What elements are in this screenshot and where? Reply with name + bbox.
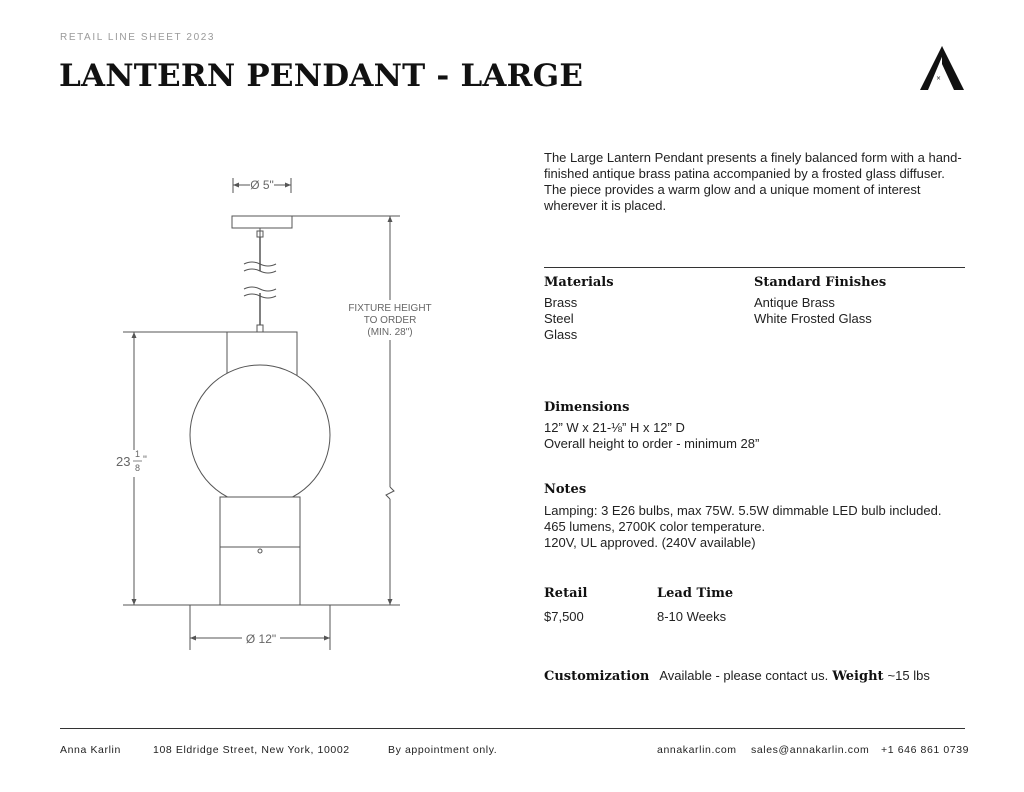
footer-email-link[interactable]: sales@annakarlin.com xyxy=(751,744,870,756)
materials-heading: Materials xyxy=(544,275,614,290)
fixture-height-note-line2: TO ORDER xyxy=(363,315,417,326)
finishes-heading: Standard Finishes xyxy=(754,275,887,290)
customization-row xyxy=(544,668,930,684)
fixture-height-note-line1: FIXTURE HEIGHT xyxy=(348,303,432,314)
customization-value: Available - please contact us. xyxy=(659,668,829,683)
dimensions-heading: Dimensions xyxy=(544,400,630,415)
notes-line: 465 lumens, 2700K color temperature. xyxy=(544,519,766,534)
height-dimension-whole: 23 xyxy=(116,454,131,469)
list-item: Glass xyxy=(544,327,578,342)
footer-appointment: By appointment only. xyxy=(388,744,498,756)
notes-heading: Notes xyxy=(544,482,587,497)
notes-line: Lamping: 3 E26 bulbs, max 75W. 5.5W dimmable LED bulb included. xyxy=(544,503,942,518)
technical-drawing xyxy=(100,165,440,665)
fixture-height-note-line3: (MIN. 28") xyxy=(367,327,413,338)
section-divider xyxy=(544,267,965,268)
height-dimension-numerator: 1 xyxy=(135,449,141,459)
height-dimension-denominator: 8 xyxy=(135,463,141,473)
list-item: Steel xyxy=(544,311,574,326)
dimensions-line: 12” W x 21-⅛” H x 12” D xyxy=(544,420,685,435)
retail-heading: Retail xyxy=(544,586,588,601)
footer-phone-link[interactable]: +1 646 861 0739 xyxy=(881,744,970,756)
materials-list xyxy=(544,295,577,343)
retail-price: $7,500 xyxy=(544,609,584,624)
weight-value: ~15 lbs xyxy=(887,668,930,683)
list-item: White Frosted Glass xyxy=(754,311,872,326)
footer-brand-name: Anna Karlin xyxy=(60,744,121,756)
list-item: Brass xyxy=(544,295,578,310)
weight-heading: Weight xyxy=(832,669,884,684)
page-title: LANTERN PENDANT - LARGE xyxy=(59,58,584,94)
lead-time-heading: Lead Time xyxy=(657,586,734,601)
footer-website-link[interactable]: annakarlin.com xyxy=(657,744,737,756)
finishes-list xyxy=(754,295,872,327)
canopy-dimension-label: Ø 5" xyxy=(250,178,274,192)
height-dimension-unit: " xyxy=(143,454,147,466)
notes-line: 120V, UL approved. (240V available) xyxy=(544,535,756,550)
product-description: The Large Lantern Pendant presents a finely balanced form with a hand-finished antique brass patina accompanied by a frosted glass diffuser. The piece provides a warm glow and a unique moment of interest wherever it is placed. xyxy=(544,150,962,213)
customization-heading: Customization xyxy=(544,669,650,684)
lead-time-value: 8-10 Weeks xyxy=(657,609,727,624)
width-dimension-label: Ø 12" xyxy=(245,632,277,646)
eyebrow-label: RETAIL LINE SHEET 2023 xyxy=(60,32,216,43)
footer-address: 108 Eldridge Street, New York, 10002 xyxy=(153,744,350,756)
dimensions-line: Overall height to order - minimum 28” xyxy=(544,436,760,451)
footer-divider xyxy=(60,728,965,729)
list-item: Antique Brass xyxy=(754,295,835,310)
svg-text:×: × xyxy=(936,75,942,82)
brand-logo-icon xyxy=(918,44,966,92)
